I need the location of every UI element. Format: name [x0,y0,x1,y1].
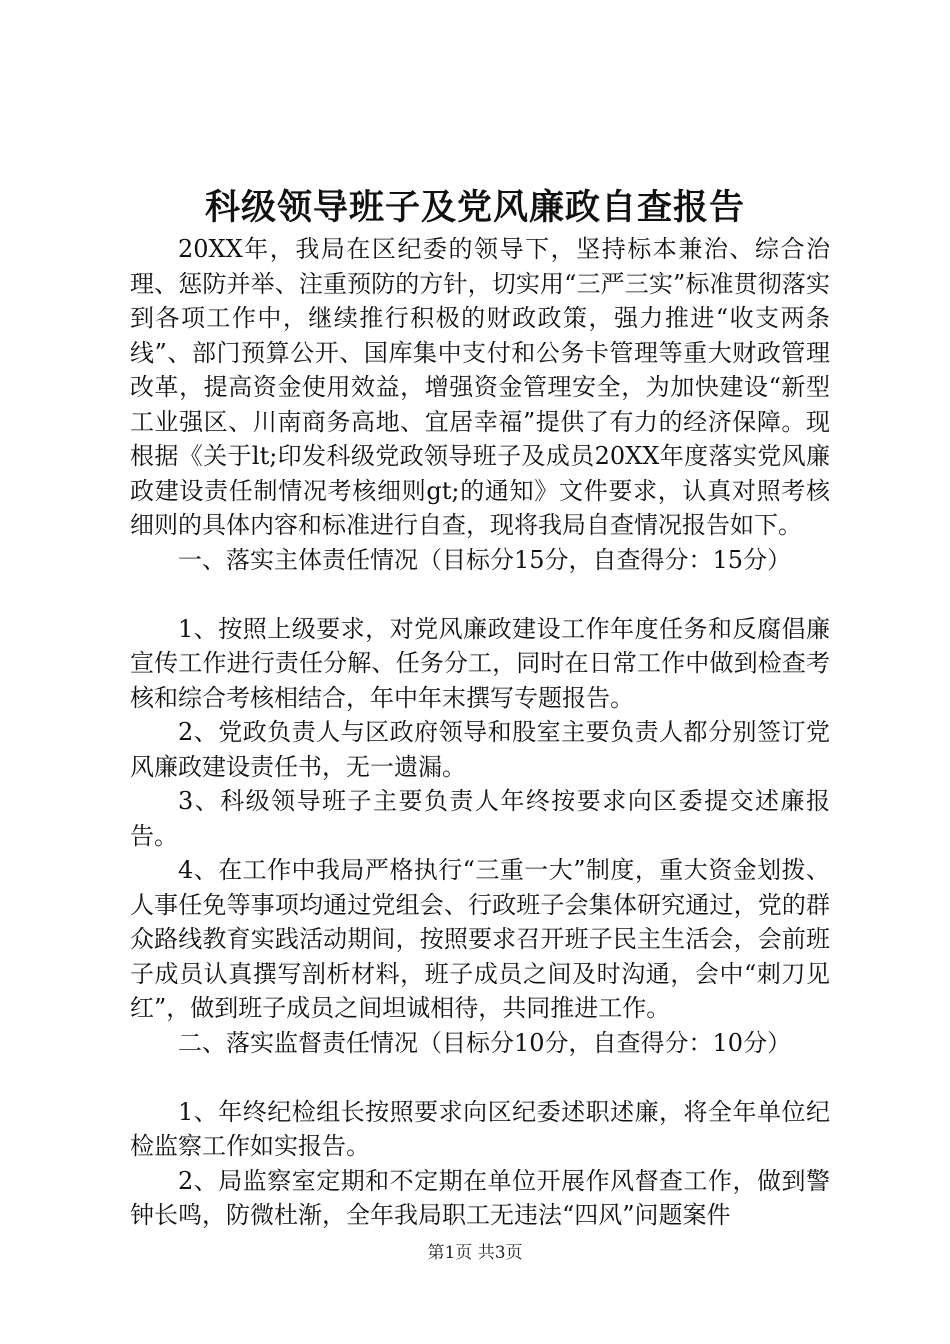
section-heading-1: 一、落实主体责任情况（目标分15分，自查得分：15分） [178,545,792,574]
paragraph-item: 2、党政负责人与区政府领导和股室主要负责人都分别签订党风廉政建设责任书，无一遗漏。 [130,718,830,781]
document-body [130,232,830,1233]
paragraph-item: 3、科级领导班子主要负责人年终按要求向区委提交述廉报告。 [130,787,830,850]
paragraph-item: 2、局监察室定期和不定期在单位开展作风督查工作，做到警钟长鸣，防微杜渐，全年我局职工无违法“四风”问题案件 [130,1166,830,1229]
page-number: 第1页 共3页 [427,1243,523,1263]
paragraph-item: 1、按照上级要求，对党风廉政建设工作年度任务和反腐倡廉宣传工作进行责任分解、任务分工，同时在日常工作中做到检查考核和综合考核相结合，年中年末撰写专题报告。 [130,614,830,712]
paragraph-item: 1、年终纪检组长按照要求向区纪委述职述廉，将全年单位纪检监察工作如实报告。 [130,1097,830,1160]
section-heading-2: 二、落实监督责任情况（目标分10分，自查得分：10分） [178,1028,792,1057]
document-title: 科级领导班子及党风廉政自查报告 [204,187,745,228]
paragraph-item: 4、在工作中我局严格执行“三重一大”制度，重大资金划拨、人事任免等事项均通过党组会、行政班子会集体研究通过，党的群众路线教育实践活动期间，按照要求召开班子民主生活会，会前班子成员认真撰写剖析材料，班子成员之间及时沟通，会中“刺刀见红”，做到班子成员之间坦诚相待，共同推进工作。 [130,856,830,1022]
paragraph-intro: 20XX年，我局在区纪委的领导下，坚持标本兼治、综合治理、惩防并举、注重预防的方针，切实用“三严三实”标准贯彻落实到各项工作中，继续推行积极的财政政策，强力推进“收支两条线”、部门预算公开、国库集中支付和公务卡管理等重大财政管理改革，提高资金使用效益，增强资金管理安全，为加快建设“新型工业强区、川南商务高地、宜居幸福”提供了有力的经济保障。现根据《关于lt;印发科级党政领导班子及成员20XX年度落实党风廉政建设责任制情况考核细则gt;的通知》文件要求，认真对照考核细则的具体内容和标准进行自查，现将我局自查情况报告如下。 [130,235,830,539]
